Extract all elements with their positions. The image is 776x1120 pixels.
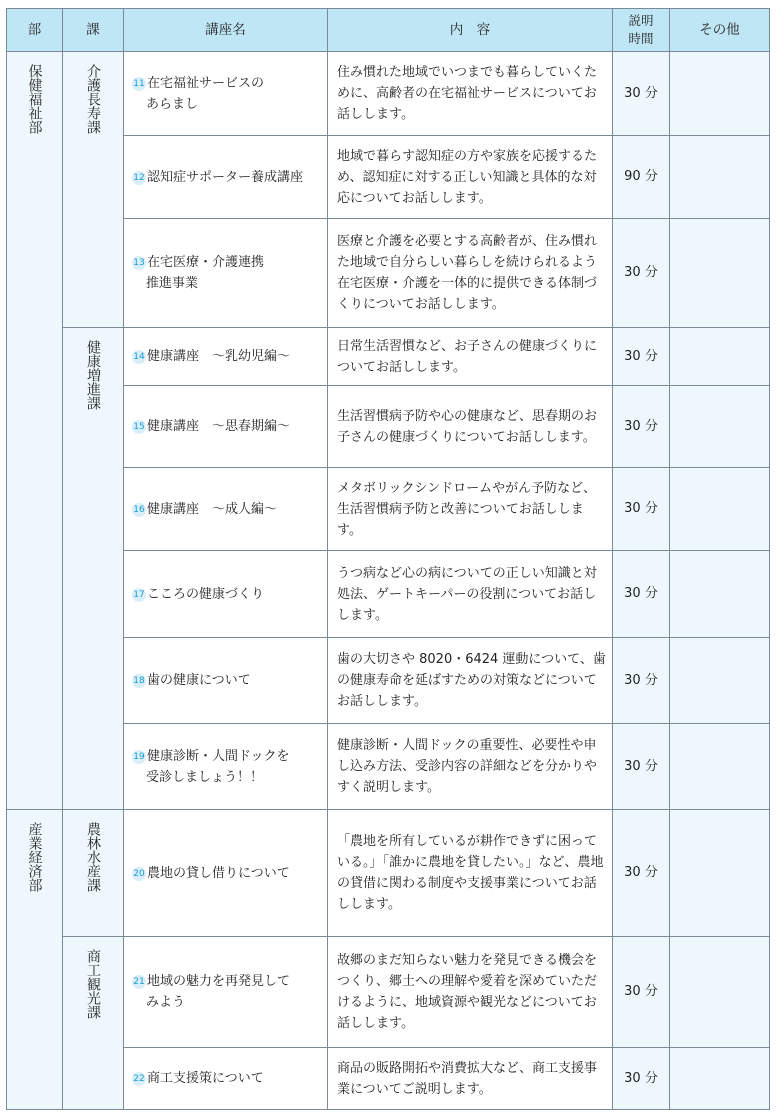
section-name: 商工観光課 (85, 949, 101, 1019)
circled-number-badge: 20 (133, 868, 145, 879)
other-cell (670, 638, 770, 724)
course-title-line (132, 499, 321, 520)
other-cell (670, 551, 770, 638)
course-title-line (132, 670, 321, 691)
circled-number-badge: 14 (133, 352, 145, 362)
course-title: 認知症サポーター養成講座 (147, 169, 304, 185)
header-time (613, 9, 670, 52)
circled-number-badge: 19 (133, 751, 145, 762)
table-row (7, 810, 770, 937)
course-table (6, 8, 770, 1110)
course-title-continued: 推進事業 (146, 276, 199, 291)
table-row (7, 328, 770, 386)
header-other: その他 (670, 9, 770, 52)
section-cell (63, 328, 124, 810)
header-time-line2: 時間 (628, 31, 654, 46)
course-title: 在宅医療・介護連携 (147, 255, 265, 270)
course-title: 在宅福祉サービスの (147, 75, 265, 91)
other-cell (670, 328, 770, 386)
duration-cell: 90 分 (613, 136, 670, 219)
duration-cell: 30 分 (613, 638, 670, 724)
course-name-cell (124, 136, 328, 219)
header-course: 講座名 (124, 9, 328, 52)
section-cell (63, 810, 124, 937)
other-cell (670, 468, 770, 551)
course-name-cell (124, 52, 328, 136)
course-description: メタボリックシンドロームやがん予防など、生活習慣病予防と改善についてお話しします。 (328, 468, 613, 551)
course-title-line (132, 346, 321, 367)
course-title: 商工支援策について (147, 1071, 264, 1086)
course-description: うつ病など心の病についての正しい知識と対処法、ゲートキーパーの役割についてお話しします。 (328, 551, 613, 638)
other-cell (670, 386, 770, 468)
course-title-continued: みよう (146, 995, 186, 1010)
course-title: 歯の健康について (147, 673, 251, 688)
course-title-line (132, 252, 321, 273)
course-name-cell (124, 724, 328, 810)
table-row (7, 52, 770, 136)
circled-number-badge: 13 (133, 258, 145, 268)
duration-cell: 30 分 (613, 1048, 670, 1110)
course-title: 地域の魅力を再発見して (147, 974, 291, 989)
course-name-cell (124, 810, 328, 937)
course-name-cell (124, 328, 328, 386)
circled-number-badge: 21 (133, 977, 145, 987)
course-description: 医療と介護を必要とする高齢者が、住み慣れた地域で自分らしい暮らしを続けられるよう在宅医療・介護を一体的に提供できる体制づくりについてお話しします。 (328, 219, 613, 328)
section-name: 介護長寿課 (85, 64, 101, 134)
course-description: 地域で暮らす認知症の方や家族を応援するため、認知症に対する正しい知識と具体的な対応についてお話しします。 (328, 136, 613, 219)
circled-number-badge: 11 (133, 78, 145, 89)
course-name-cell (124, 386, 328, 468)
header-time-line1: 説明 (628, 13, 654, 28)
circled-number-badge: 17 (133, 589, 145, 600)
duration-cell: 30 分 (613, 328, 670, 386)
course-name-cell (124, 468, 328, 551)
course-name-cell (124, 551, 328, 638)
circled-number-badge: 12 (133, 172, 145, 183)
course-title-line (132, 1068, 321, 1089)
duration-cell: 30 分 (613, 810, 670, 937)
course-description: 「農地を所有しているが耕作できずに困っている。」「誰かに農地を貸したい。」など、農地の貸借に関わる制度や支援事業についてお話しします。 (328, 810, 613, 937)
duration-cell: 30 分 (613, 219, 670, 328)
circled-number-badge: 18 (133, 676, 145, 686)
course-title-line (132, 584, 321, 605)
course-name-cell (124, 1048, 328, 1110)
course-name-cell (124, 638, 328, 724)
other-cell (670, 1048, 770, 1110)
duration-cell: 30 分 (613, 386, 670, 468)
course-description: 日常生活習慣など、お子さんの健康づくりについてお話しします。 (328, 328, 613, 386)
other-cell (670, 937, 770, 1048)
department-cell (7, 52, 63, 810)
course-title: 農地の貸し借りについて (147, 865, 290, 881)
section-cell (63, 937, 124, 1110)
other-cell (670, 219, 770, 328)
header-row (7, 9, 770, 52)
circled-number-badge: 22 (133, 1074, 145, 1084)
course-name-cell (124, 937, 328, 1048)
course-title-line (132, 971, 321, 992)
course-description: 生活習慣病予防や心の健康など、思春期のお子さんの健康づくりについてお話しします。 (328, 386, 613, 468)
course-title-line (132, 73, 321, 94)
course-title-line (132, 863, 321, 884)
course-description: 住み慣れた地域でいつまでも暮らしていくために、高齢者の在宅福祉サービスについてお話しします。 (328, 52, 613, 136)
duration-cell: 30 分 (613, 937, 670, 1048)
course-title-line (132, 167, 321, 188)
course-title: 健康講座 ～乳幼児編～ (147, 349, 291, 364)
other-cell (670, 724, 770, 810)
header-content: 内 容 (328, 9, 613, 52)
section-cell (63, 52, 124, 328)
duration-cell: 30 分 (613, 52, 670, 136)
table-row (7, 937, 770, 1048)
course-title: 健康講座 ～思春期編～ (147, 419, 291, 434)
other-cell (670, 810, 770, 937)
course-title: 健康講座 ～成人編～ (147, 501, 278, 517)
department-name: 保健福祉部 (26, 64, 43, 134)
course-title-line (132, 746, 321, 767)
header-dept: 部 (7, 9, 63, 52)
course-description: 商品の販路開拓や消費拡大など、商工支援事業についてご説明します。 (328, 1048, 613, 1110)
course-title-line (132, 416, 321, 437)
duration-cell: 30 分 (613, 724, 670, 810)
course-title: 健康診断・人間ドックを (147, 748, 290, 764)
section-name: 健康増進課 (85, 340, 101, 410)
other-cell (670, 136, 770, 219)
course-title-continued: あらまし (146, 96, 199, 112)
other-cell (670, 52, 770, 136)
header-section: 課 (63, 9, 124, 52)
circled-number-badge: 15 (133, 422, 145, 432)
course-name-cell (124, 219, 328, 328)
circled-number-badge: 16 (133, 504, 145, 515)
course-description: 故郷のまだ知らない魅力を発見できる機会をつくり、郷土への理解や愛着を深めていただけるように、地域資源や観光などについてお話しします。 (328, 937, 613, 1048)
course-description: 健康診断・人間ドックの重要性、必要性や申し込み方法、受診内容の詳細などを分かりやすく説明します。 (328, 724, 613, 810)
duration-cell: 30 分 (613, 468, 670, 551)
department-name: 産業経済部 (26, 822, 43, 892)
course-title: こころの健康づくり (147, 586, 265, 602)
department-cell (7, 810, 63, 1110)
course-title-continued: 受診しましょう！！ (146, 769, 264, 785)
duration-cell: 30 分 (613, 551, 670, 638)
course-description: 歯の大切さや 8020・6424 運動について、歯の健康寿命を延ばすための対策などについてお話しします。 (328, 638, 613, 724)
section-name: 農林水産課 (85, 822, 101, 892)
